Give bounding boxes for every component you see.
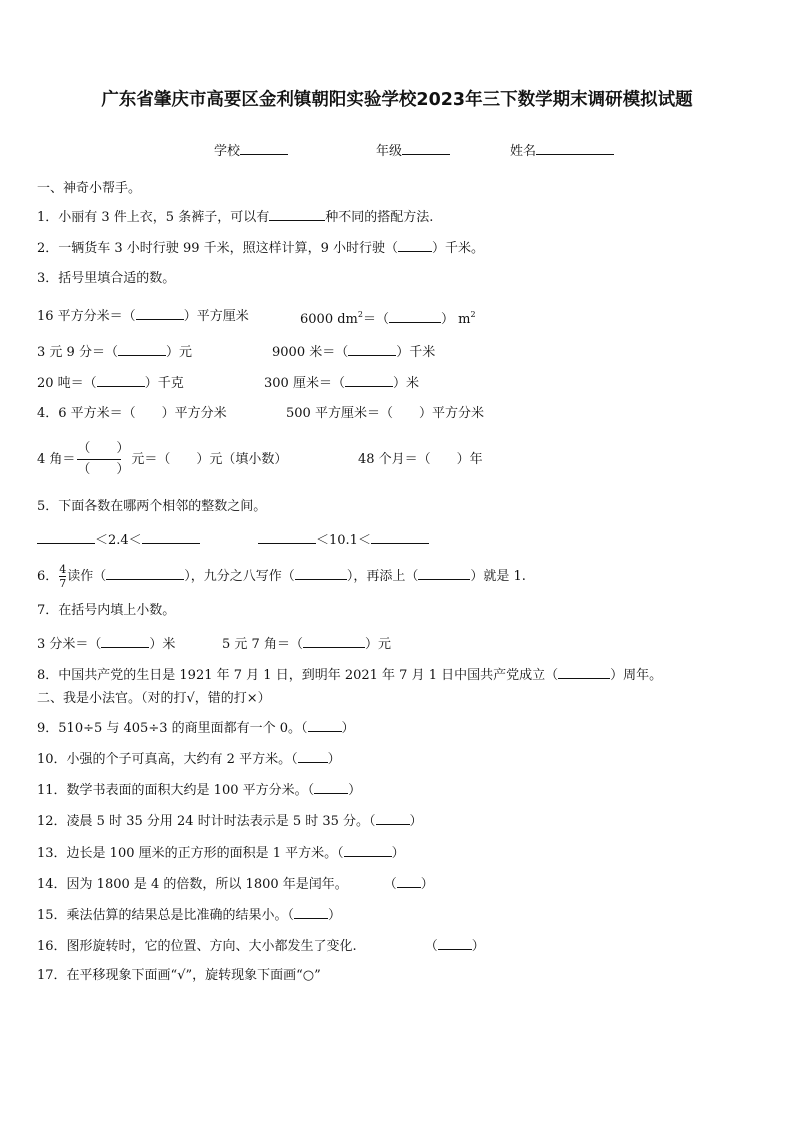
q6-blank-3 (418, 566, 470, 580)
q12-blank (376, 811, 410, 825)
q5-left (37, 530, 200, 550)
q4-fraction-denominator: （ ） (77, 462, 130, 477)
question-2 (37, 238, 484, 258)
name-field (510, 140, 614, 159)
q3-row-1-left (37, 306, 249, 326)
grade-label: 年级 (376, 144, 403, 159)
q4-row-1-right: 500 平方厘米＝（ ）平方分米 (286, 406, 484, 421)
name-label: 姓名 (510, 144, 537, 159)
q5-blank-1 (37, 530, 95, 544)
q5-blank-3 (258, 530, 316, 544)
q14-open: （ (383, 877, 397, 892)
q3-row-1-right (300, 306, 476, 329)
q3-r1-text: 16 平方分米＝（ (37, 309, 136, 324)
q3-r3-text-end: ）千克 (144, 376, 184, 391)
q14-close: ） (420, 877, 434, 892)
q3-r1-eq: ＝（ (362, 312, 389, 327)
q7-right (222, 634, 391, 654)
q6-fraction (59, 564, 66, 589)
q9-text: 9．510÷5 与 405÷3 的商里面都有一个 0。（ (37, 721, 308, 736)
q6-text-c: ），再添上（ (346, 569, 419, 584)
q7-text-d: ）元 (364, 637, 391, 652)
question-7-heading: 7．在括号内填上小数。 (37, 603, 176, 618)
q6-blank-2 (295, 566, 347, 580)
question-9 (37, 718, 355, 738)
q4-fraction-bar (77, 459, 121, 460)
q1-text: 1．小丽有 3 件上衣，5 条裤子，可以有 (37, 210, 270, 225)
q15-close: ） (328, 908, 342, 923)
q10-text: 10．小强的个子可真高，大约有 2 平方米。（ (37, 752, 298, 767)
question-16 (37, 936, 485, 956)
q5-text-a: ＜2.4＜ (95, 533, 142, 548)
q3-r3-text-2: 300 厘米＝（ (264, 376, 345, 391)
question-12 (37, 811, 423, 831)
question-8 (37, 665, 662, 685)
q5-text-b: ＜10.1＜ (316, 533, 371, 548)
q3-r3-text-2-end: ）米 (392, 376, 419, 391)
q3-r2-text: 3 元 9 分＝（ (37, 345, 118, 360)
q2-text: 2．一辆货车 3 小时行驶 99 千米，照这样计算，9 小时行驶（ (37, 241, 399, 256)
q6-fraction-denominator: 7 (59, 577, 67, 590)
question-3-heading: 3．括号里填合适的数。 (37, 271, 176, 286)
q3-row-3-right (264, 373, 419, 393)
q3-r3-text: 20 吨＝（ (37, 376, 97, 391)
q3-unit-dm: dm (337, 312, 358, 327)
section-1-heading: 一、神奇小帮手。 (37, 181, 142, 196)
q10-close: ） (327, 752, 341, 767)
q3-r3-blank (97, 373, 145, 387)
q5-blank-2 (142, 530, 200, 544)
q8-text-end: ）周年。 (610, 668, 663, 683)
question-1 (37, 207, 433, 227)
q14-blank (397, 874, 421, 888)
question-17: 17．在平移现象下面画“√”，旋转现象下面画“○” (37, 968, 321, 983)
q16-text: 16．图形旋转时，它的位置、方向、大小都发生了变化. (37, 939, 357, 954)
page-title: 广东省肇庆市高要区金利镇朝阳实验学校2023年三下数学期末调研模拟试题 (101, 90, 693, 110)
q15-blank (294, 905, 328, 919)
q7-text-a: 3 分米＝（ (37, 637, 102, 652)
question-6 (37, 564, 526, 589)
q8-text: 8．中国共产党的生日是 1921 年 7 月 1 日，到明年 2021 年 7 月 1 日中国共产党成立（ (37, 668, 559, 683)
q6-text-a: 读作（ (67, 569, 107, 584)
q2-blank (398, 238, 432, 252)
q4-row-2-left (37, 440, 287, 480)
q3-r2-blank-2 (348, 342, 396, 356)
q3-row-2-right (272, 342, 435, 362)
q6-text-d: ）就是 1. (470, 569, 526, 584)
school-label: 学校 (214, 144, 241, 159)
q7-text-b: ）米 (149, 637, 176, 652)
q6-number: 6． (37, 569, 59, 584)
q3-r2-text-2: 9000 米＝（ (272, 345, 349, 360)
q13-close: ） (391, 846, 405, 861)
q4-row-1-left: 4．6 平方米＝（ ）平方分米 (37, 406, 227, 421)
q3-r1-number: 6000 (300, 312, 334, 327)
question-15 (37, 905, 341, 925)
q6-text-b: ），九分之八写作（ (184, 569, 295, 584)
q7-blank-2 (303, 634, 365, 648)
q1-blank (269, 207, 325, 221)
q11-close: ） (348, 783, 362, 798)
q4-r2-text: 4 角＝ (37, 452, 76, 467)
q3-r2-text-2-end: ）千米 (396, 345, 436, 360)
q16-close: ） (471, 939, 485, 954)
q5-right (258, 530, 429, 550)
q1-text-end: 种不同的搭配方法. (325, 210, 434, 225)
q4-row-2-right: 48 个月＝（ ）年 (358, 452, 483, 467)
q15-text: 15．乘法估算的结果总是比准确的结果小。（ (37, 908, 295, 923)
question-13 (37, 843, 405, 863)
q3-r1-close: ） (441, 312, 455, 327)
q4-r2-text-end: 元＝（ ）元（填小数） (131, 452, 288, 467)
q14-text: 14．因为 1800 是 4 的倍数，所以 1800 年是闰年。 (37, 877, 348, 892)
q9-close: ） (341, 721, 355, 736)
q3-unit-dm-exponent: 2 (357, 310, 363, 319)
q6-fraction-numerator: 4 (59, 563, 67, 576)
q4-fraction-numerator: （ ） (77, 441, 130, 456)
q16-open: （ (424, 939, 438, 954)
q3-r2-blank (118, 342, 166, 356)
q3-unit-m: m (458, 312, 471, 327)
school-blank (240, 141, 288, 155)
q12-close: ） (409, 814, 423, 829)
q7-blank-1 (101, 634, 149, 648)
q13-text: 13．边长是 100 厘米的正方形的面积是 1 平方米。（ (37, 846, 344, 861)
q2-text-end: ）千米。 (432, 241, 485, 256)
section-2-heading: 二、我是小法官。（对的打√，错的打×） (37, 691, 271, 706)
q3-unit-m-exponent: 2 (470, 310, 476, 319)
q13-blank (344, 843, 392, 857)
question-5-heading: 5．下面各数在哪两个相邻的整数之间。 (37, 499, 267, 514)
q7-text-c: 5 元 7 角＝（ (222, 637, 303, 652)
q7-left (37, 634, 175, 654)
question-10 (37, 749, 341, 769)
q3-r3-blank-2 (345, 373, 393, 387)
q3-r1-blank-2 (389, 309, 441, 323)
q8-blank (558, 665, 610, 679)
q11-text: 11．数学书表面的面积大约是 100 平方分米。（ (37, 783, 315, 798)
question-11 (37, 780, 361, 800)
question-14 (37, 874, 434, 894)
q3-r1-text-end: ）平方厘米 (183, 309, 249, 324)
grade-blank (402, 141, 450, 155)
q5-blank-4 (371, 530, 429, 544)
school-field (214, 140, 288, 159)
q4-fraction (77, 441, 129, 478)
q3-row-3-left (37, 373, 184, 393)
q10-blank (298, 749, 328, 763)
q3-row-2-left (37, 342, 192, 362)
grade-field (376, 140, 450, 159)
name-blank (536, 141, 614, 155)
q11-blank (314, 780, 348, 794)
q16-blank (438, 936, 472, 950)
q9-blank (308, 718, 342, 732)
q12-text: 12．凌晨 5 时 35 分用 24 时计时法表示是 5 时 35 分。（ (37, 814, 376, 829)
q6-blank-1 (106, 566, 184, 580)
q3-r1-blank (136, 306, 184, 320)
q3-r2-text-end: ）元 (165, 345, 192, 360)
